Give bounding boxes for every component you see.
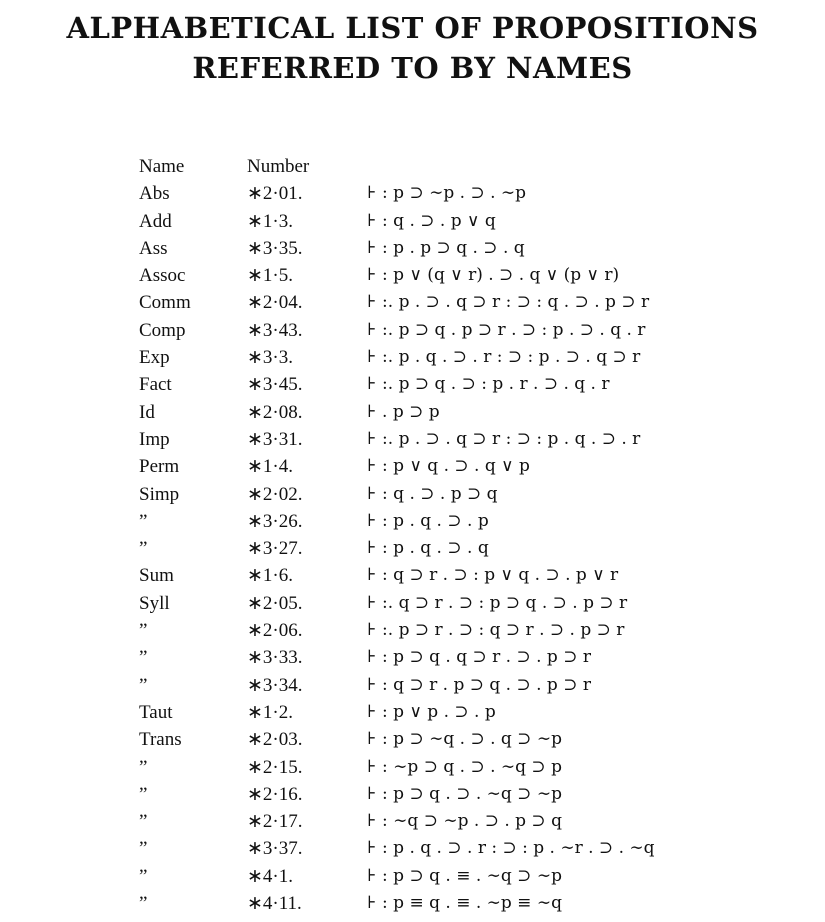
- proposition-formula: ⊦ : p ∨ (q ∨ r) . ⊃ . q ∨ (p ∨ r): [367, 265, 620, 286]
- proposition-formula: ⊦ : p ⊃ ∼p . ⊃ . ∼p: [367, 183, 527, 204]
- proposition-name: ”: [139, 783, 148, 805]
- proposition-number: ∗3·33.: [247, 647, 303, 669]
- proposition-name: Imp: [139, 428, 170, 450]
- proposition-name: Id: [139, 401, 155, 423]
- proposition-formula: ⊦ . p ⊃ p: [367, 401, 440, 422]
- header-name: Name: [139, 156, 185, 177]
- proposition-formula: ⊦ :. p . ⊃ . q ⊃ r : ⊃ : p . q . ⊃ . r: [367, 428, 641, 449]
- proposition-formula: ⊦ : p ⊃ q . q ⊃ r . ⊃ . p ⊃ r: [367, 647, 591, 668]
- proposition-number: ∗3·27.: [247, 538, 303, 560]
- proposition-number: ∗3·31.: [247, 428, 303, 450]
- proposition-name: Add: [139, 210, 172, 232]
- proposition-formula: ⊦ : ∼p ⊃ q . ⊃ . ∼q ⊃ p: [367, 756, 562, 777]
- proposition-name: ”: [139, 510, 148, 532]
- proposition-formula: ⊦ : p . p ⊃ q . ⊃ . q: [367, 237, 525, 258]
- proposition-number: ∗2·06.: [247, 620, 303, 642]
- proposition-number: ∗1·5.: [247, 265, 293, 287]
- proposition-name: ”: [139, 647, 148, 669]
- proposition-formula: ⊦ : p . q . ⊃ . q: [367, 538, 489, 559]
- proposition-number: ∗2·03.: [247, 729, 303, 751]
- proposition-name: Fact: [139, 374, 172, 396]
- proposition-name: Comp: [139, 319, 186, 341]
- proposition-name: ”: [139, 811, 148, 833]
- proposition-formula: ⊦ : p ⊃ q . ⊃ . ∼q ⊃ ∼p: [367, 783, 562, 804]
- proposition-formula: ⊦ : p ∨ q . ⊃ . q ∨ p: [367, 456, 530, 477]
- proposition-name: Syll: [139, 592, 170, 614]
- proposition-number: ∗3·37.: [247, 838, 303, 860]
- proposition-name: Perm: [139, 456, 180, 478]
- page-title: [0, 8, 825, 88]
- proposition-number: ∗2·01.: [247, 183, 303, 205]
- proposition-formula: ⊦ :. p ⊃ q . ⊃ : p . r . ⊃ . q . r: [367, 374, 610, 395]
- proposition-formula: ⊦ : q ⊃ r . ⊃ : p ∨ q . ⊃ . p ∨ r: [367, 565, 619, 586]
- proposition-name: Trans: [139, 729, 182, 751]
- proposition-formula: ⊦ : q . ⊃ . p ⊃ q: [367, 483, 498, 504]
- proposition-name: ”: [139, 538, 148, 560]
- proposition-number: ∗1·2.: [247, 701, 293, 723]
- proposition-name: Ass: [139, 237, 168, 259]
- proposition-number: ∗3·34.: [247, 674, 303, 696]
- proposition-name: Taut: [139, 701, 173, 723]
- proposition-number: ∗2·02.: [247, 483, 303, 505]
- proposition-name: ”: [139, 865, 148, 887]
- proposition-number: ∗2·05.: [247, 592, 303, 614]
- proposition-number: ∗3·26.: [247, 510, 303, 532]
- page-title-line-2: REFERRED TO BY NAMES: [192, 51, 633, 85]
- proposition-number: ∗2·16.: [247, 783, 303, 805]
- proposition-name: ”: [139, 893, 148, 915]
- header-number: Number: [247, 156, 310, 177]
- proposition-number: ∗3·45.: [247, 374, 303, 396]
- proposition-number: ∗4·11.: [247, 893, 302, 915]
- proposition-formula: ⊦ : p ⊃ q . ≡ . ∼q ⊃ ∼p: [367, 865, 562, 886]
- proposition-formula: ⊦ : p . q . ⊃ . p: [367, 510, 489, 531]
- proposition-number: ∗1·3.: [247, 210, 293, 232]
- proposition-number: ∗3·43.: [247, 319, 303, 341]
- proposition-name: ”: [139, 674, 148, 696]
- proposition-formula: ⊦ :. q ⊃ r . ⊃ : p ⊃ q . ⊃ . p ⊃ r: [367, 592, 628, 613]
- proposition-formula: ⊦ :. p ⊃ r . ⊃ : q ⊃ r . ⊃ . p ⊃ r: [367, 620, 625, 641]
- proposition-name: ”: [139, 756, 148, 778]
- proposition-number: ∗3·3.: [247, 347, 293, 369]
- proposition-name: Abs: [139, 183, 170, 205]
- proposition-name: Assoc: [139, 265, 186, 287]
- proposition-name: ”: [139, 838, 148, 860]
- proposition-name: Exp: [139, 347, 170, 369]
- proposition-formula: ⊦ : p . q . ⊃ . r : ⊃ : p . ∼r . ⊃ . ∼q: [367, 838, 655, 859]
- proposition-formula: ⊦ : p ∨ p . ⊃ . p: [367, 701, 496, 722]
- proposition-formula: ⊦ : p ⊃ ∼q . ⊃ . q ⊃ ∼p: [367, 729, 562, 750]
- proposition-formula: ⊦ :. p . ⊃ . q ⊃ r : ⊃ : q . ⊃ . p ⊃ r: [367, 292, 650, 313]
- proposition-name: ”: [139, 620, 148, 642]
- proposition-formula: ⊦ :. p . q . ⊃ . r : ⊃ : p . ⊃ . q ⊃ r: [367, 347, 641, 368]
- proposition-number: ∗3·35.: [247, 237, 303, 259]
- proposition-formula: ⊦ : ∼q ⊃ ∼p . ⊃ . p ⊃ q: [367, 811, 562, 832]
- proposition-formula: ⊦ : p ≡ q . ≡ . ∼p ≡ ∼q: [367, 893, 562, 914]
- proposition-name: Simp: [139, 483, 180, 505]
- proposition-formula: ⊦ : q ⊃ r . p ⊃ q . ⊃ . p ⊃ r: [367, 674, 591, 695]
- proposition-number: ∗4·1.: [247, 865, 293, 887]
- proposition-number: ∗2·04.: [247, 292, 303, 314]
- proposition-number: ∗2·15.: [247, 756, 303, 778]
- proposition-formula: ⊦ : q . ⊃ . p ∨ q: [367, 210, 496, 231]
- proposition-name: Comm: [139, 292, 191, 314]
- proposition-number: ∗2·17.: [247, 811, 303, 833]
- proposition-formula: ⊦ :. p ⊃ q . p ⊃ r . ⊃ : p . ⊃ . q . r: [367, 319, 646, 340]
- proposition-name: Sum: [139, 565, 174, 587]
- page-title-line-1: ALPHABETICAL LIST OF PROPOSITIONS: [66, 11, 759, 45]
- proposition-number: ∗1·6.: [247, 565, 293, 587]
- proposition-number: ∗1·4.: [247, 456, 293, 478]
- proposition-number: ∗2·08.: [247, 401, 303, 423]
